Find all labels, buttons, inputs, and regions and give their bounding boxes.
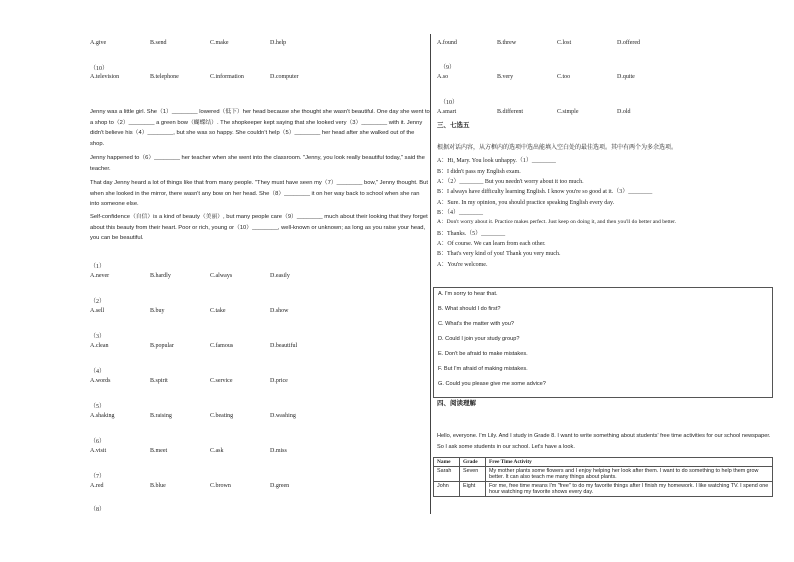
- choices-box: [433, 287, 773, 398]
- option-c[interactable]: C.take: [210, 308, 226, 314]
- option-c[interactable]: C.make: [210, 40, 229, 46]
- dialogue-line: A：Of course. We can learn from each other.: [437, 241, 546, 247]
- question-label: （9）: [440, 65, 456, 71]
- passage-paragraph: Self-confidence（自信）is a kind of beauty（美丽）, but many people care（9）________ much about their looking that they forget about this beauty from their heart. Poor or rich, young or（10）________, well-known or unknown; as long as you raise your head, you can be beautiful.: [90, 214, 428, 241]
- option-a[interactable]: A.shaking: [90, 413, 115, 419]
- option-d[interactable]: D.quite: [617, 74, 635, 80]
- table-row: [434, 482, 773, 497]
- option-b[interactable]: B.different: [497, 109, 524, 115]
- question-label: （4）: [90, 369, 106, 375]
- option-d[interactable]: D.price: [270, 378, 288, 384]
- option-d[interactable]: D.beautiful: [270, 343, 298, 349]
- dialogue-line: B：I always have difficulty learning English. I know you're so good at it.（3）________: [437, 189, 653, 195]
- option-a[interactable]: A.television: [90, 74, 120, 80]
- choice-option[interactable]: G. Could you please give me some advice?: [438, 381, 546, 387]
- option-d[interactable]: D.show: [270, 308, 289, 314]
- passage-paragraph: That day Jenny heard a lot of things like that from many people. "They must have seen my（7）________ bow," Jenny thought. But when she looked in the mirror, there wasn't any bow on her head. She（8）________ it on her way back to school when she ran into someone else.: [90, 180, 428, 207]
- option-c[interactable]: C.brown: [210, 483, 231, 489]
- option-a[interactable]: A.found: [437, 40, 457, 46]
- option-b[interactable]: B.very: [497, 74, 514, 80]
- reading-intro: Hello, everyone. I'm Lily. And I study in Grade 8. I want to write something about students' free time activities for our school newspaper. So I ask some students in our school. Let's have a look.: [437, 433, 771, 450]
- option-d[interactable]: D.miss: [270, 448, 287, 454]
- option-b[interactable]: B.popular: [150, 343, 174, 349]
- option-c[interactable]: C.service: [210, 378, 233, 384]
- option-d[interactable]: D.old: [617, 109, 631, 115]
- question-label: （2）: [90, 299, 106, 305]
- question-label: （3）: [90, 334, 106, 340]
- option-c[interactable]: C.simple: [557, 109, 579, 115]
- table-cell: Sarah: [434, 467, 460, 482]
- option-b[interactable]: B.blue: [150, 483, 166, 489]
- option-b[interactable]: B.hardly: [150, 273, 171, 279]
- option-b[interactable]: B.meet: [150, 448, 168, 454]
- dialogue-line: B：Thanks.（5）________: [437, 231, 506, 237]
- passage-paragraph: Jenny happened to（6）________ her teacher when she went into the classroom. "Jenny, you look really beautiful today," said the teacher.: [90, 155, 425, 172]
- dialogue-line: A：You're welcome.: [437, 262, 488, 268]
- option-d[interactable]: D.washing: [270, 413, 296, 419]
- option-c[interactable]: C.ask: [210, 448, 224, 454]
- choice-option[interactable]: B. What should I do first?: [438, 306, 501, 312]
- question-label: （10）: [90, 66, 109, 72]
- dialogue-line: A：Sure. In my opinion, you should practice speaking English every day.: [437, 200, 615, 206]
- dialogue-line: B：（4）________: [437, 210, 484, 216]
- option-c[interactable]: C.always: [210, 273, 233, 279]
- question-label: （1）: [90, 264, 106, 270]
- option-d[interactable]: D.green: [270, 483, 290, 489]
- option-d[interactable]: D.help: [270, 40, 287, 46]
- option-a[interactable]: A.visit: [90, 448, 107, 454]
- table-cell: For me, free time means I'm "free" to do my favorite things after I finish my homework. I like watching TV. I spend one hour watching my favorite shows every day.: [486, 482, 773, 497]
- dialogue-line: A：（2）________ But you needn't worry about it too much.: [437, 179, 584, 185]
- option-b[interactable]: B.send: [150, 40, 167, 46]
- option-d[interactable]: D.easily: [270, 273, 290, 279]
- option-a[interactable]: A.smart: [437, 109, 457, 115]
- question-label: （6）: [90, 439, 106, 445]
- option-d[interactable]: D.computer: [270, 74, 299, 80]
- choice-option[interactable]: A. I'm sorry to hear that.: [438, 291, 498, 297]
- dialogue-line: B：That's very kind of you! Thank you very much.: [437, 251, 561, 257]
- table-header: Grade: [460, 458, 486, 467]
- passage-paragraph: Jenny was a little girl. She（1）________ lowered（低下）her head because she thought she wasn't beautiful. One day she went to a shop to（2）________ a green bow（蝴蝶结）. The shopkeeper kept saying that she looked very（3）________ with it. Jenny didn't believe his（4）________, but she was so happy. She couldn't help（5）________ her head after she walked out of the shop.: [90, 109, 430, 147]
- table-row: [434, 467, 773, 482]
- question-label: （8）: [90, 507, 106, 513]
- option-a[interactable]: A.give: [90, 40, 107, 46]
- column-divider: [430, 34, 431, 514]
- option-a[interactable]: A.red: [90, 483, 104, 489]
- question-label: （10）: [440, 100, 459, 106]
- section-title: 四、阅读理解: [437, 400, 476, 407]
- table-cell: My mother plants some flowers and I enjoy helping her look after them. I want to do something to help them grow better. It can also teach me many things about plants.: [486, 467, 773, 482]
- option-c[interactable]: C.lost: [557, 40, 572, 46]
- option-a[interactable]: A.never: [90, 273, 110, 279]
- choice-option[interactable]: E. Don't be afraid to make mistakes.: [438, 351, 528, 357]
- option-c[interactable]: C.information: [210, 74, 244, 80]
- option-b[interactable]: B.threw: [497, 40, 517, 46]
- option-b[interactable]: B.spirit: [150, 378, 168, 384]
- option-a[interactable]: A.sell: [90, 308, 105, 314]
- table-header-row: [434, 458, 773, 467]
- dialogue-line: A：Hi, Mary. You look unhappy.（1）________: [437, 158, 556, 164]
- dialogue-line: A：Don't worry about it. Practice makes perfect. Just keep on doing it, and then you'll do better and better.: [437, 219, 677, 225]
- table-header: Free Time Activity: [486, 458, 773, 467]
- table-header: Name: [434, 458, 460, 467]
- free-time-table: [433, 457, 773, 497]
- option-b[interactable]: B.raising: [150, 413, 172, 419]
- option-a[interactable]: A.words: [90, 378, 111, 384]
- option-c[interactable]: C.too: [557, 74, 571, 80]
- table-cell: Eight: [460, 482, 486, 497]
- option-c[interactable]: C.famous: [210, 343, 234, 349]
- choice-option[interactable]: D. Could I join your study group?: [438, 336, 520, 342]
- question-label: （7）: [90, 474, 106, 480]
- choice-option[interactable]: F. But I'm afraid of making mistakes.: [438, 366, 528, 372]
- section-title: 三、七选五: [437, 122, 470, 129]
- choice-option[interactable]: C. What's the matter with you?: [438, 321, 514, 327]
- question-label: （5）: [90, 404, 106, 410]
- option-c[interactable]: C.beating: [210, 413, 234, 419]
- option-b[interactable]: B.buy: [150, 308, 165, 314]
- dialogue-line: B：I didn't pass my English exam.: [437, 169, 521, 175]
- option-a[interactable]: A.clean: [90, 343, 109, 349]
- section-instruction: 根据对话内容，从方框内的选项中选出能填入空白处的最佳选项。其中有两个为多余选项。: [437, 145, 678, 151]
- table-cell: Seven: [460, 467, 486, 482]
- option-b[interactable]: B.telephone: [150, 74, 179, 80]
- option-a[interactable]: A.so: [437, 74, 449, 80]
- option-d[interactable]: D.offered: [617, 40, 641, 46]
- table-cell: John: [434, 482, 460, 497]
